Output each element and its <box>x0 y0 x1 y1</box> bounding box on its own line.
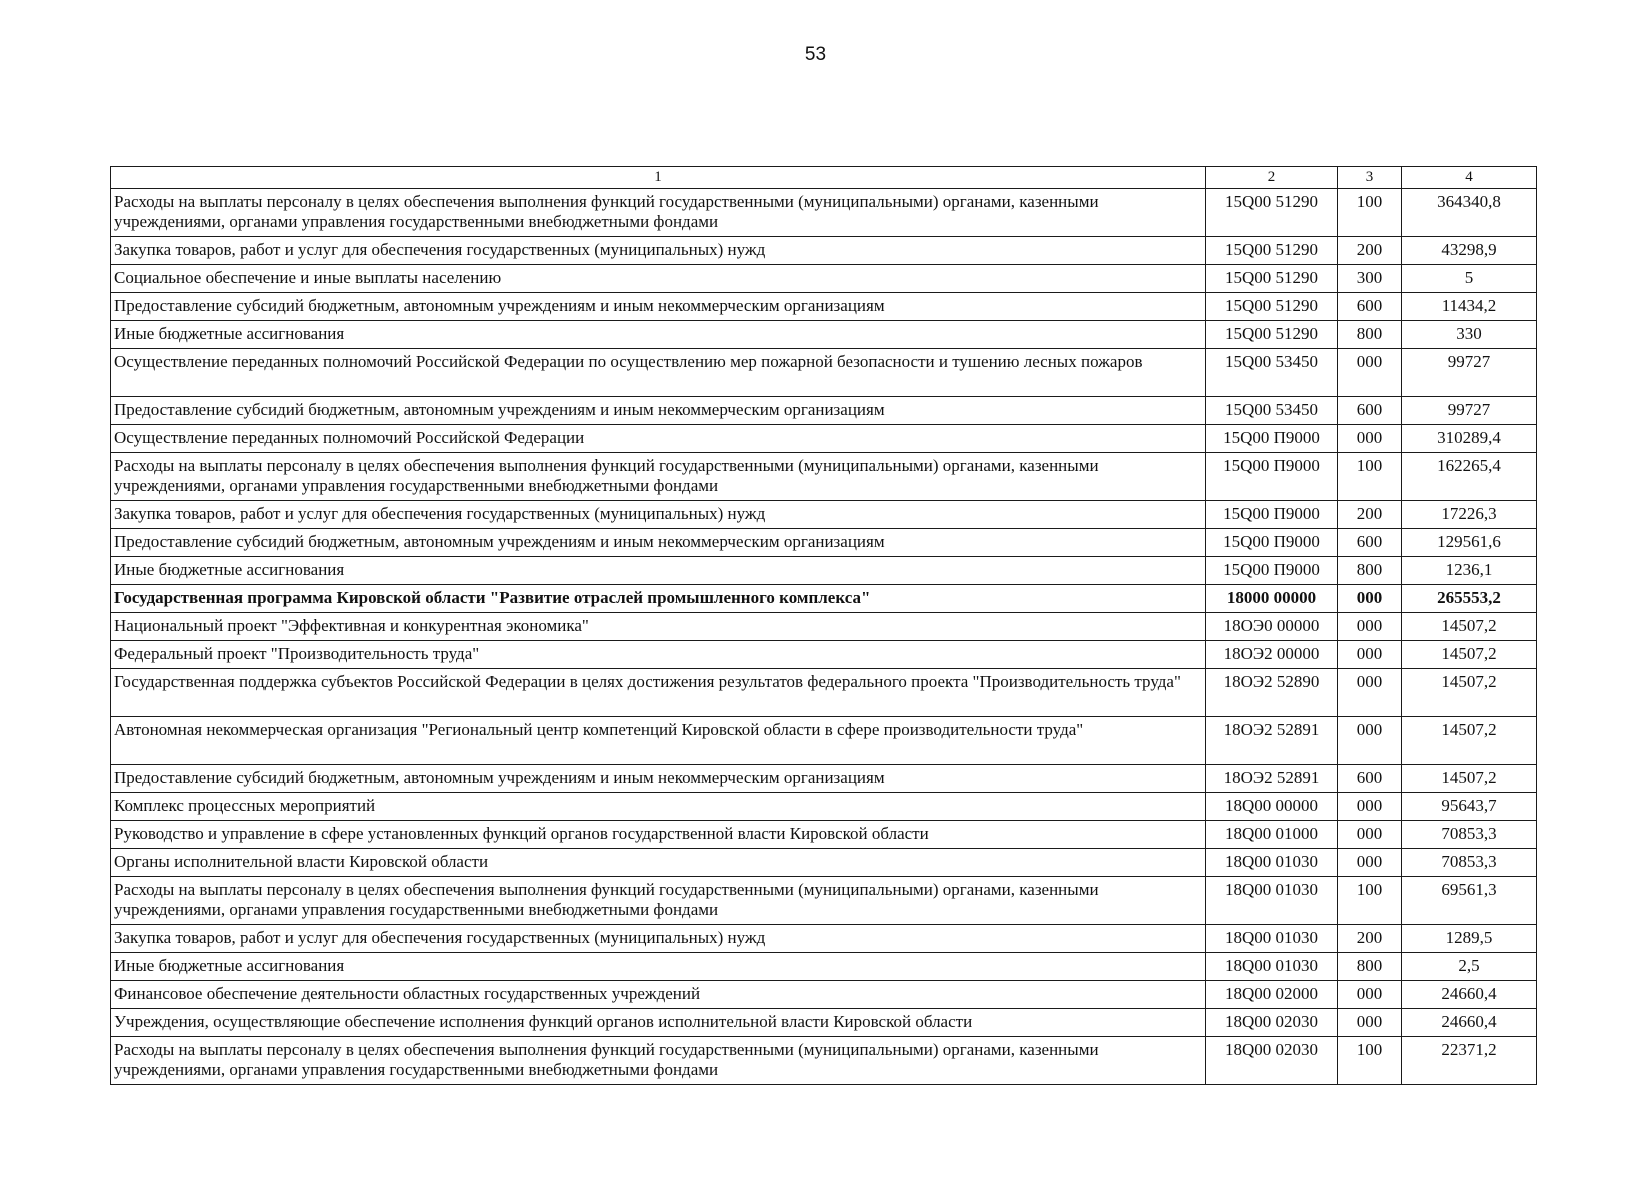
budget-table <box>110 166 1537 1085</box>
row-kind-cell: 000 <box>1338 349 1402 397</box>
row-kind-cell: 300 <box>1338 265 1402 293</box>
row-kind-cell: 600 <box>1338 397 1402 425</box>
row-kind-cell: 800 <box>1338 557 1402 585</box>
row-sum-cell: 1289,5 <box>1402 925 1537 953</box>
row-code-cell: 15Q00 П9000 <box>1206 501 1338 529</box>
row-name-cell: Осуществление переданных полномочий Российской Федерации по осуществлению мер пожарной безопасности и тушению лесных пожаров <box>111 349 1206 397</box>
table-row <box>111 793 1537 821</box>
table-row <box>111 669 1537 717</box>
row-code-cell: 18Q00 01030 <box>1206 925 1338 953</box>
row-sum-cell: 265553,2 <box>1402 585 1537 613</box>
row-kind-cell: 800 <box>1338 321 1402 349</box>
row-kind-cell: 600 <box>1338 293 1402 321</box>
table-row <box>111 557 1537 585</box>
row-code-cell: 18Q00 01030 <box>1206 953 1338 981</box>
table-row <box>111 529 1537 557</box>
row-name-cell: Финансовое обеспечение деятельности областных государственных учреждений <box>111 981 1206 1009</box>
row-name-cell: Иные бюджетные ассигнования <box>111 953 1206 981</box>
row-name-cell: Закупка товаров, работ и услуг для обеспечения государственных (муниципальных) нужд <box>111 501 1206 529</box>
row-kind-cell: 000 <box>1338 641 1402 669</box>
row-code-cell: 18Q00 01030 <box>1206 849 1338 877</box>
row-kind-cell: 100 <box>1338 453 1402 501</box>
row-kind-cell: 000 <box>1338 1009 1402 1037</box>
table-row <box>111 1009 1537 1037</box>
row-name-cell: Предоставление субсидий бюджетным, автономным учреждениям и иным некоммерческим организациям <box>111 529 1206 557</box>
row-name-cell: Руководство и управление в сфере установленных функций органов государственной власти Кировской области <box>111 821 1206 849</box>
row-code-cell: 18Q00 01030 <box>1206 877 1338 925</box>
table-row <box>111 641 1537 669</box>
row-kind-cell: 100 <box>1338 877 1402 925</box>
row-code-cell: 18000 00000 <box>1206 585 1338 613</box>
row-code-cell: 18ОЭ2 00000 <box>1206 641 1338 669</box>
row-sum-cell: 70853,3 <box>1402 849 1537 877</box>
table-row <box>111 501 1537 529</box>
row-code-cell: 18ОЭ0 00000 <box>1206 613 1338 641</box>
row-name-cell: Осуществление переданных полномочий Российской Федерации <box>111 425 1206 453</box>
row-name-cell: Автономная некоммерческая организация "Региональный центр компетенций Кировской области в сфере производительности труда" <box>111 717 1206 765</box>
row-kind-cell: 100 <box>1338 189 1402 237</box>
row-sum-cell: 330 <box>1402 321 1537 349</box>
row-kind-cell: 200 <box>1338 501 1402 529</box>
row-name-cell: Органы исполнительной власти Кировской области <box>111 849 1206 877</box>
row-sum-cell: 22371,2 <box>1402 1037 1537 1085</box>
row-sum-cell: 14507,2 <box>1402 613 1537 641</box>
table-row <box>111 821 1537 849</box>
table-row <box>111 237 1537 265</box>
row-name-cell: Государственная программа Кировской области "Развитие отраслей промышленного комплекса" <box>111 585 1206 613</box>
row-kind-cell: 000 <box>1338 821 1402 849</box>
table-row <box>111 265 1537 293</box>
table-row <box>111 613 1537 641</box>
row-name-cell: Федеральный проект "Производительность труда" <box>111 641 1206 669</box>
row-kind-cell: 000 <box>1338 793 1402 821</box>
row-sum-cell: 162265,4 <box>1402 453 1537 501</box>
row-sum-cell: 14507,2 <box>1402 669 1537 717</box>
row-name-cell: Закупка товаров, работ и услуг для обеспечения государственных (муниципальных) нужд <box>111 925 1206 953</box>
header-cell-code: 2 <box>1206 167 1338 189</box>
table-row <box>111 321 1537 349</box>
row-code-cell: 18Q00 02000 <box>1206 981 1338 1009</box>
row-name-cell: Расходы на выплаты персоналу в целях обеспечения выполнения функций государственными (муниципальными) органами, казенными учреждениями, органами управления государственными внебюджетными фондами <box>111 877 1206 925</box>
row-code-cell: 15Q00 П9000 <box>1206 557 1338 585</box>
row-name-cell: Иные бюджетные ассигнования <box>111 321 1206 349</box>
row-sum-cell: 310289,4 <box>1402 425 1537 453</box>
row-kind-cell: 000 <box>1338 669 1402 717</box>
row-kind-cell: 600 <box>1338 529 1402 557</box>
row-code-cell: 18ОЭ2 52890 <box>1206 669 1338 717</box>
row-code-cell: 15Q00 53450 <box>1206 349 1338 397</box>
row-sum-cell: 24660,4 <box>1402 1009 1537 1037</box>
row-name-cell: Предоставление субсидий бюджетным, автономным учреждениям и иным некоммерческим организациям <box>111 293 1206 321</box>
row-sum-cell: 70853,3 <box>1402 821 1537 849</box>
row-code-cell: 15Q00 51290 <box>1206 293 1338 321</box>
row-kind-cell: 000 <box>1338 717 1402 765</box>
header-cell-kind: 3 <box>1338 167 1402 189</box>
row-kind-cell: 800 <box>1338 953 1402 981</box>
budget-table-container <box>110 166 1536 1085</box>
row-code-cell: 15Q00 53450 <box>1206 397 1338 425</box>
table-row <box>111 953 1537 981</box>
row-code-cell: 18ОЭ2 52891 <box>1206 765 1338 793</box>
row-code-cell: 18Q00 00000 <box>1206 793 1338 821</box>
table-row <box>111 877 1537 925</box>
row-code-cell: 18ОЭ2 52891 <box>1206 717 1338 765</box>
row-code-cell: 15Q00 П9000 <box>1206 453 1338 501</box>
row-code-cell: 15Q00 51290 <box>1206 189 1338 237</box>
table-row <box>111 189 1537 237</box>
row-code-cell: 15Q00 51290 <box>1206 321 1338 349</box>
row-code-cell: 18Q00 02030 <box>1206 1009 1338 1037</box>
row-name-cell: Расходы на выплаты персоналу в целях обеспечения выполнения функций государственными (муниципальными) органами, казенными учреждениями, органами управления государственными внебюджетными фондами <box>111 1037 1206 1085</box>
row-kind-cell: 000 <box>1338 849 1402 877</box>
table-row <box>111 293 1537 321</box>
row-code-cell: 18Q00 02030 <box>1206 1037 1338 1085</box>
row-name-cell: Расходы на выплаты персоналу в целях обеспечения выполнения функций государственными (муниципальными) органами, казенными учреждениями, органами управления государственными внебюджетными фондами <box>111 189 1206 237</box>
row-sum-cell: 14507,2 <box>1402 765 1537 793</box>
table-row <box>111 453 1537 501</box>
row-kind-cell: 000 <box>1338 613 1402 641</box>
row-sum-cell: 129561,6 <box>1402 529 1537 557</box>
row-code-cell: 15Q00 51290 <box>1206 237 1338 265</box>
row-name-cell: Национальный проект "Эффективная и конкурентная экономика" <box>111 613 1206 641</box>
header-cell-name: 1 <box>111 167 1206 189</box>
table-row <box>111 717 1537 765</box>
table-row <box>111 585 1537 613</box>
row-kind-cell: 200 <box>1338 925 1402 953</box>
header-cell-sum: 4 <box>1402 167 1537 189</box>
row-name-cell: Предоставление субсидий бюджетным, автономным учреждениям и иным некоммерческим организациям <box>111 765 1206 793</box>
row-sum-cell: 69561,3 <box>1402 877 1537 925</box>
row-sum-cell: 99727 <box>1402 349 1537 397</box>
row-name-cell: Иные бюджетные ассигнования <box>111 557 1206 585</box>
row-sum-cell: 364340,8 <box>1402 189 1537 237</box>
row-kind-cell: 200 <box>1338 237 1402 265</box>
row-kind-cell: 000 <box>1338 425 1402 453</box>
budget-table-body <box>111 167 1537 1085</box>
row-sum-cell: 43298,9 <box>1402 237 1537 265</box>
row-name-cell: Учреждения, осуществляющие обеспечение исполнения функций органов исполнительной власти Кировской области <box>111 1009 1206 1037</box>
row-sum-cell: 1236,1 <box>1402 557 1537 585</box>
row-sum-cell: 24660,4 <box>1402 981 1537 1009</box>
row-name-cell: Государственная поддержка субъектов Российской Федерации в целях достижения результатов федерального проекта "Производительность труда" <box>111 669 1206 717</box>
row-code-cell: 15Q00 51290 <box>1206 265 1338 293</box>
row-name-cell: Расходы на выплаты персоналу в целях обеспечения выполнения функций государственными (муниципальными) органами, казенными учреждениями, органами управления государственными внебюджетными фондами <box>111 453 1206 501</box>
row-sum-cell: 14507,2 <box>1402 717 1537 765</box>
row-code-cell: 18Q00 01000 <box>1206 821 1338 849</box>
table-row <box>111 925 1537 953</box>
row-name-cell: Комплекс процессных мероприятий <box>111 793 1206 821</box>
row-code-cell: 15Q00 П9000 <box>1206 529 1338 557</box>
row-sum-cell: 14507,2 <box>1402 641 1537 669</box>
table-row <box>111 1037 1537 1085</box>
row-kind-cell: 000 <box>1338 585 1402 613</box>
row-code-cell: 15Q00 П9000 <box>1206 425 1338 453</box>
table-row <box>111 397 1537 425</box>
table-row <box>111 425 1537 453</box>
table-row <box>111 765 1537 793</box>
row-name-cell: Предоставление субсидий бюджетным, автономным учреждениям и иным некоммерческим организациям <box>111 397 1206 425</box>
table-header-row <box>111 167 1537 189</box>
row-kind-cell: 100 <box>1338 1037 1402 1085</box>
row-kind-cell: 000 <box>1338 981 1402 1009</box>
row-sum-cell: 17226,3 <box>1402 501 1537 529</box>
row-sum-cell: 5 <box>1402 265 1537 293</box>
table-row <box>111 981 1537 1009</box>
row-sum-cell: 2,5 <box>1402 953 1537 981</box>
row-sum-cell: 95643,7 <box>1402 793 1537 821</box>
table-row <box>111 349 1537 397</box>
row-kind-cell: 600 <box>1338 765 1402 793</box>
table-row <box>111 849 1537 877</box>
row-sum-cell: 99727 <box>1402 397 1537 425</box>
page-number: 53 <box>804 44 827 65</box>
row-name-cell: Социальное обеспечение и иные выплаты населению <box>111 265 1206 293</box>
row-sum-cell: 11434,2 <box>1402 293 1537 321</box>
row-name-cell: Закупка товаров, работ и услуг для обеспечения государственных (муниципальных) нужд <box>111 237 1206 265</box>
